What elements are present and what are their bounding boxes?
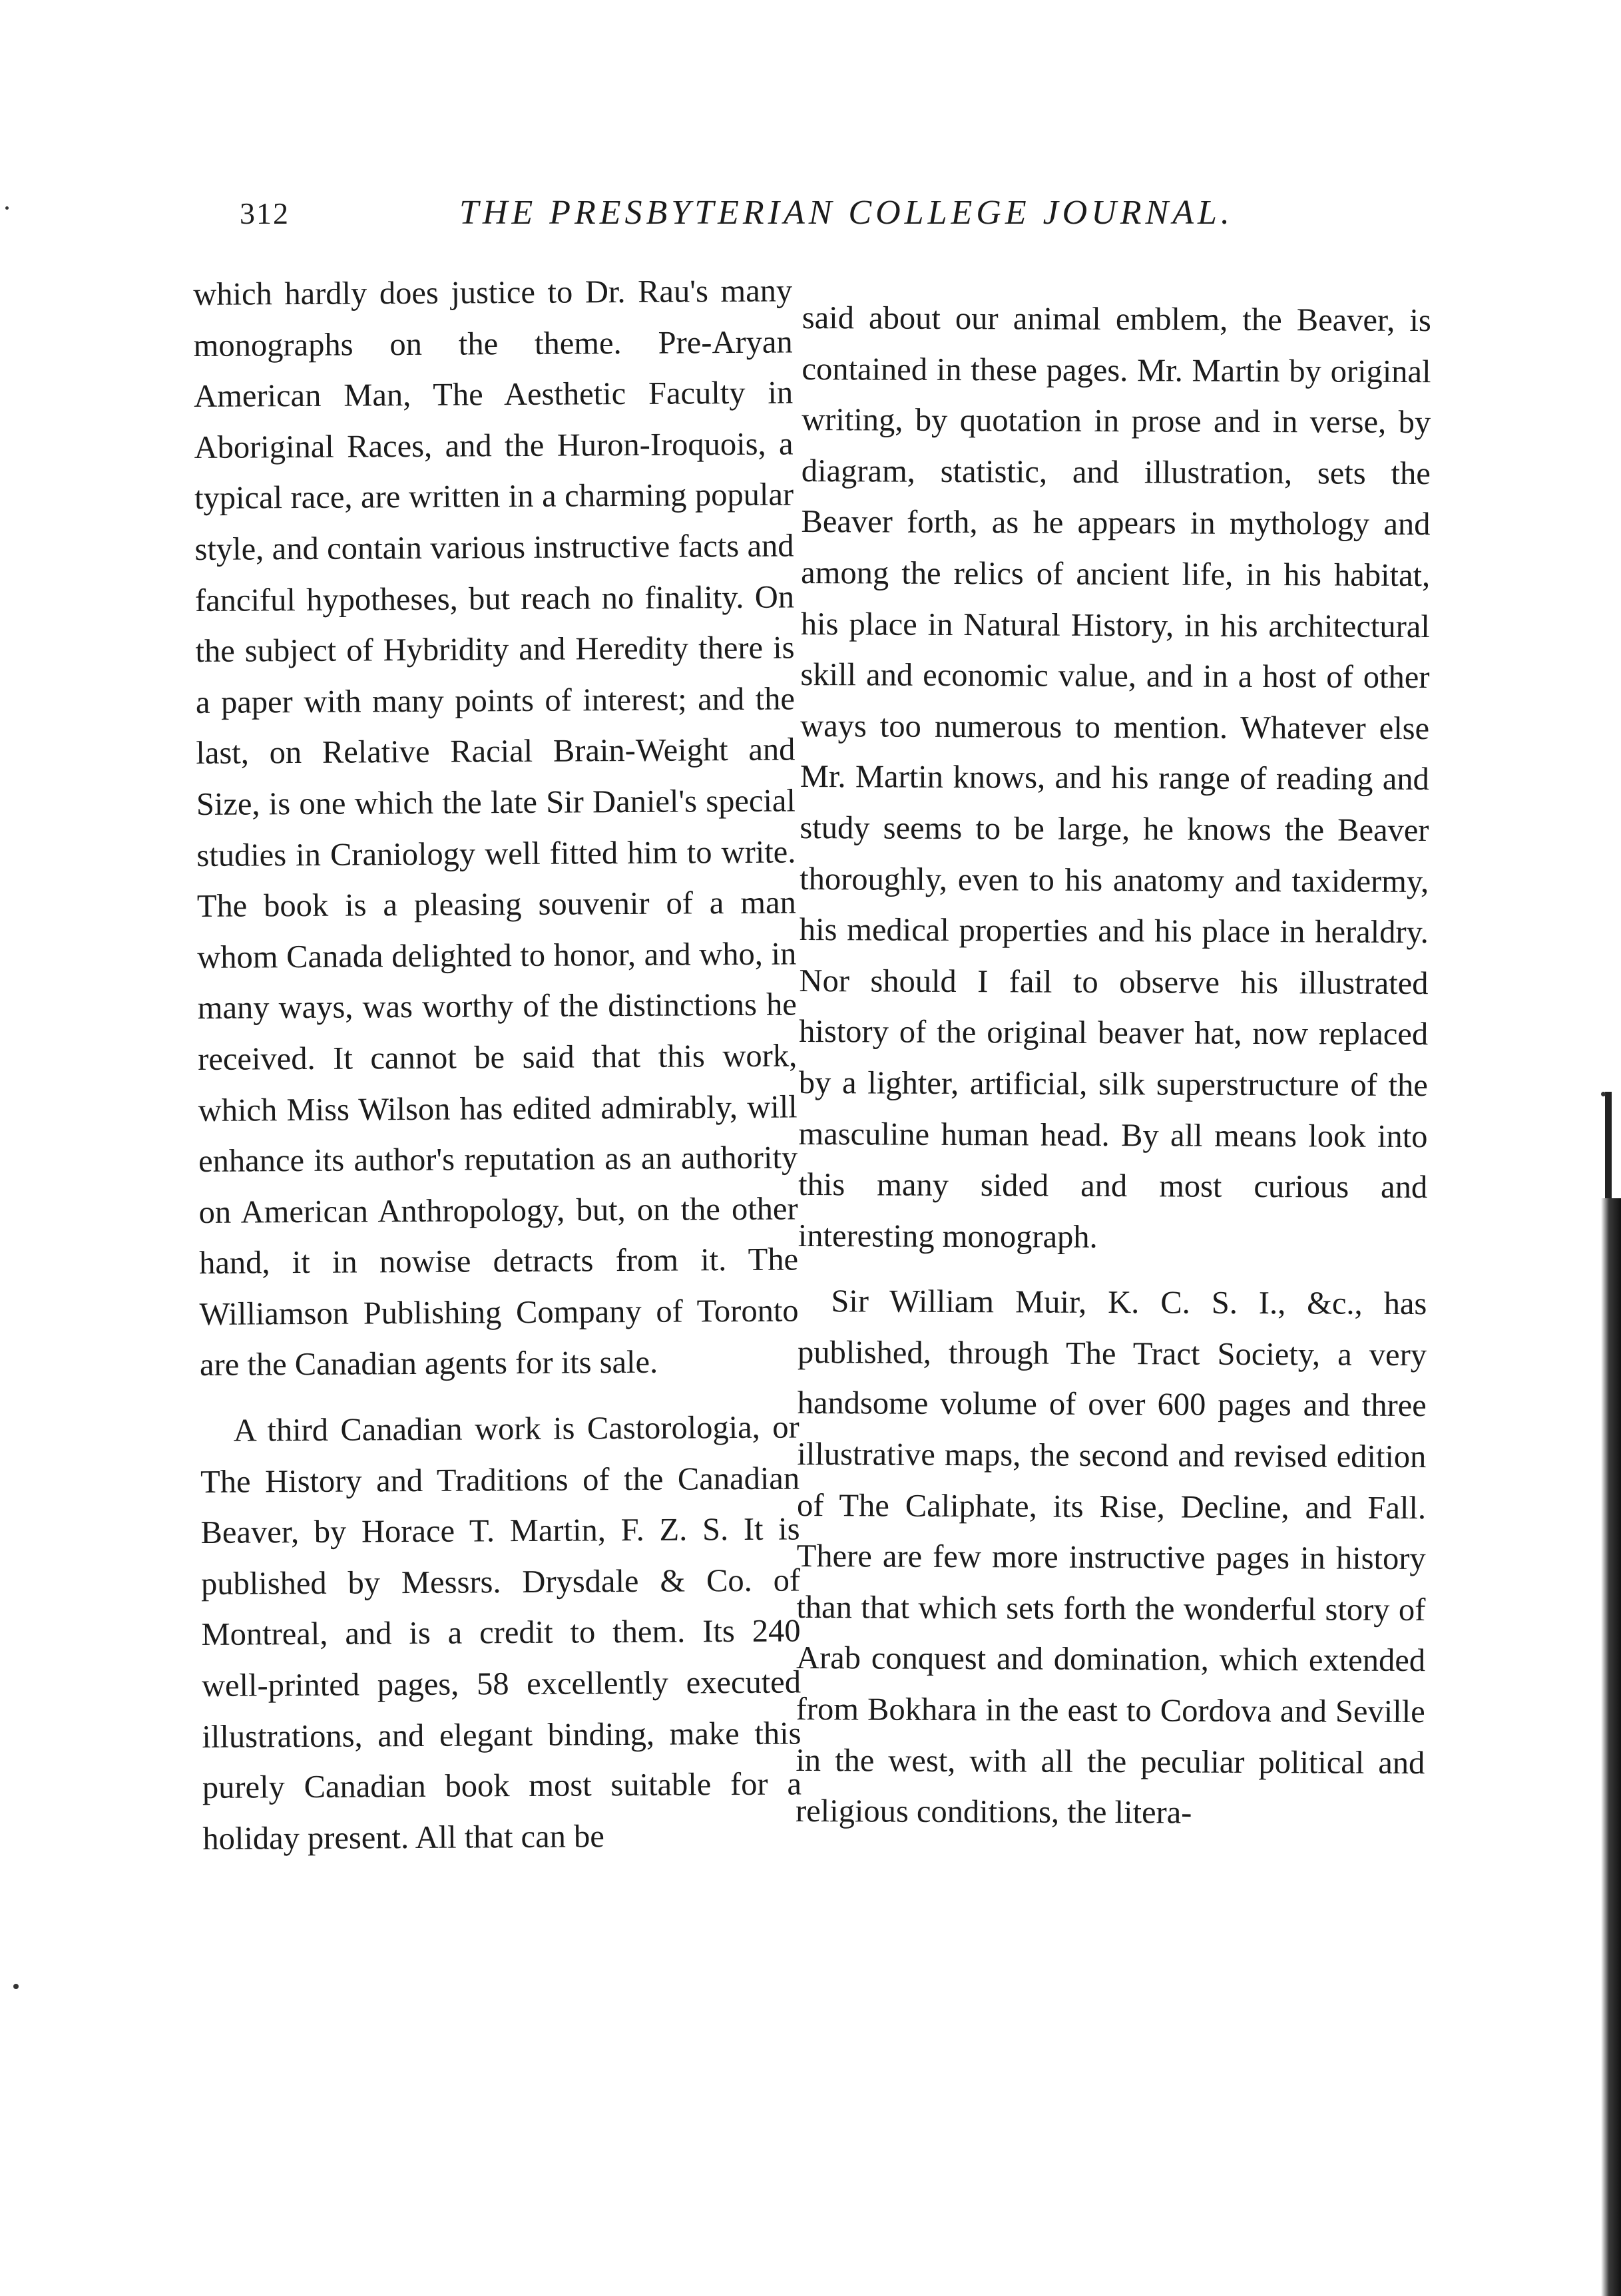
scan-speck: [1601, 1092, 1606, 1096]
journal-title: THE PRESBYTERIAN COLLEGE JOURNAL.: [459, 194, 1234, 232]
right-paragraph-2: Sir William Muir, K. C. S. I., &c., has published, through The Tract Society, a very handsome volume of over 600 pages and three illustrative maps, the second and revised edition of The Caliphate, its Rise, Decline, and Fall. There are few more instructive pages in history than that which sets forth the wonderful story of Arab conquest and domination, which extended from Bokhara in the east to Cordova and Seville in the west, with all the peculiar political and religious conditions, the litera-: [795, 1283, 1427, 1831]
scan-speck: [5, 206, 9, 210]
page-number: 312: [240, 196, 290, 230]
scan-speck: [13, 1984, 19, 1989]
left-column: [193, 266, 802, 1865]
left-paragraph-1: which hardly does justice to Dr. Rau's many monographs on the theme. Pre-Aryan American Man, The Aesthetic Faculty in Aboriginal Races, and the Huron-Iroquois, a typical race, are written in a charming popular style, and contain various instructive facts and fanciful hypotheses, but reach no finality. On the subject of Hybridity and Heredity there is a paper with many points of interest; and the last, on Relative Racial Brain-Weight and Size, is one which the late Sir Daniel's special studies in Craniology well fitted him to write. The book is a pleasing souvenir of a man whom Canada delighted to honor, and who, in many ways, was worthy of the distinctions he received. It cannot be said that this work, which Miss Wilson has edited admirably, will enhance its author's reputation as an authority on American Anthropology, but, on the other hand, it in nowise detracts from it. The Williamson Publishing Company of Toronto are the Canadian agents for its sale.: [193, 273, 799, 1383]
running-head: [240, 193, 1234, 246]
left-paragraph-2: A third Canadian work is Castorologia, or The History and Traditions of the Canadian Beaver, by Horace T. Martin, F. Z. S. It is published by Messrs. Drysdale & Co. of Montreal, and is a credit to them. Its 240 well-printed pages, 58 excellently executed illustrations, and elegant binding, make this purely Canadian book most suitable for a holiday present. All that can be: [200, 1409, 802, 1857]
right-paragraph-1: said about our animal emblem, the Beaver, is contained in these pages. Mr. Martin by original writing, by quotation in prose and in verse, by diagram, statistic, and illustration, sets the Beaver forth, as he appears in mythology and among the relics of ancient life, in his habitat, his place in Natural History, in his architectural skill and economic value, and in a host of other ways too numerous to mention. Whatever else Mr. Martin knows, and his range of reading and study seems to be large, he knows the Beaver thoroughly, even to his anatomy and taxidermy, his medical properties and his place in heraldry. Nor should I fail to observe his illustrated history of the original beaver hat, now replaced by a lighter, artificial, silk superstructure of the masculine human head. By all means look into this many sided and most curious and interesting monograph.: [798, 300, 1431, 1255]
binding-shadow-mark: [1605, 1092, 1612, 1212]
binding-shadow: [1601, 1198, 1621, 2296]
right-column: [796, 293, 1431, 1840]
